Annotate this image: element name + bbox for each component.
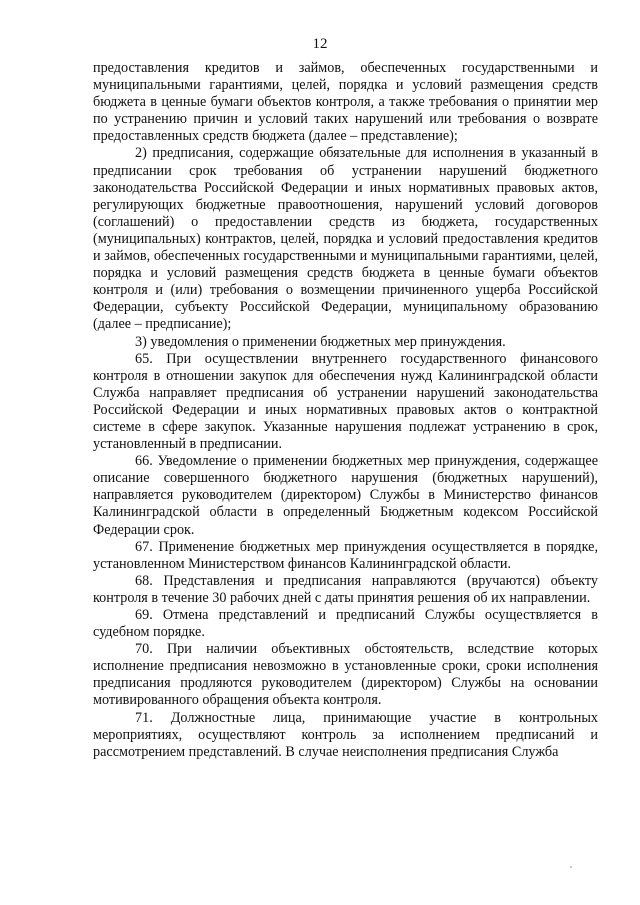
paragraph-71: 71. Должностные лица, принимающие участие в контрольных мероприятиях, осуществляют контроль за исполнением предписаний и рассмотрением представлений. В случае неисполнения предписания Служба bbox=[93, 709, 598, 760]
paragraph-69: 69. Отмена представлений и предписаний Службы осуществляется в судебном порядке. bbox=[93, 607, 598, 641]
paragraph-item-3: 3) уведомления о применении бюджетных мер принуждения. bbox=[135, 333, 506, 350]
paragraph-66: 66. Уведомление о применении бюджетных мер принуждения, содержащее описание совершенного бюджетного нарушения (бюджетных нарушений), направляется руководителем (директором) Службы в Министерство финансов Калининградской области в определенный Бюджетным кодексом Российской Федерации срок. bbox=[93, 453, 598, 538]
paragraph-item-2: 2) предписания, содержащие обязательные для исполнения в указанный в предписании срок требования об устранении нарушений бюджетного законодательства Российской Федерации и иных нормативных правовых актов, регулирующих бюджетные правоотношения, нарушений условий договоров (соглашений) о предоставлении средств из бюджета, государственных (муниципальных) контрактов, целей, порядка и условий предоставления кредитов и займов, обеспеченных государственными и муниципальными гарантиями, целей, порядка и условий размещения средств бюджета в ценные бумаги объектов контроля и (или) требования о возмещении причиненного ущерба Российской Федерации, субъекту Российской Федерации, муниципальному образованию (далее – предписание); bbox=[93, 145, 598, 333]
scan-artifact bbox=[570, 866, 572, 868]
paragraph-70: 70. При наличии объективных обстоятельств, вследствие которых исполнение предписания невозможно в установленные сроки, сроки исполнения предписания продляются руководителем (директором) Службы на основании мотивированного обращения объекта контроля. bbox=[93, 641, 598, 709]
document-body bbox=[93, 60, 598, 761]
paragraph-67: 67. Применение бюджетных мер принуждения осуществляется в порядке, установленном Министерством финансов Калининградской области. bbox=[93, 538, 598, 572]
paragraph-68: 68. Представления и предписания направляются (вручаются) объекту контроля в течение 30 рабочих дней с даты принятия решения об их направлении. bbox=[93, 572, 598, 606]
paragraph-continuation: предоставления кредитов и займов, обеспеченных государственными и муниципальными гарантиями, целей, порядка и условий размещения средств бюджета в ценные бумаги объектов контроля, а также требования о принятии мер по устранению причин и условий таких нарушений или требования о возврате предоставленных средств бюджета (далее – представление); bbox=[93, 60, 598, 145]
paragraph-65: 65. При осуществлении внутреннего государственного финансового контроля в отношении закупок для обеспечения нужд Калининградской области Служба направляет предписания об устранении нарушений законодательства Российской Федерации и иных нормативных правовых актов о контрактной системе в сфере закупок. Указанные нарушения подлежат устранению в срок, установленный в предписании. bbox=[93, 350, 598, 453]
page-number: 12 bbox=[312, 36, 328, 52]
